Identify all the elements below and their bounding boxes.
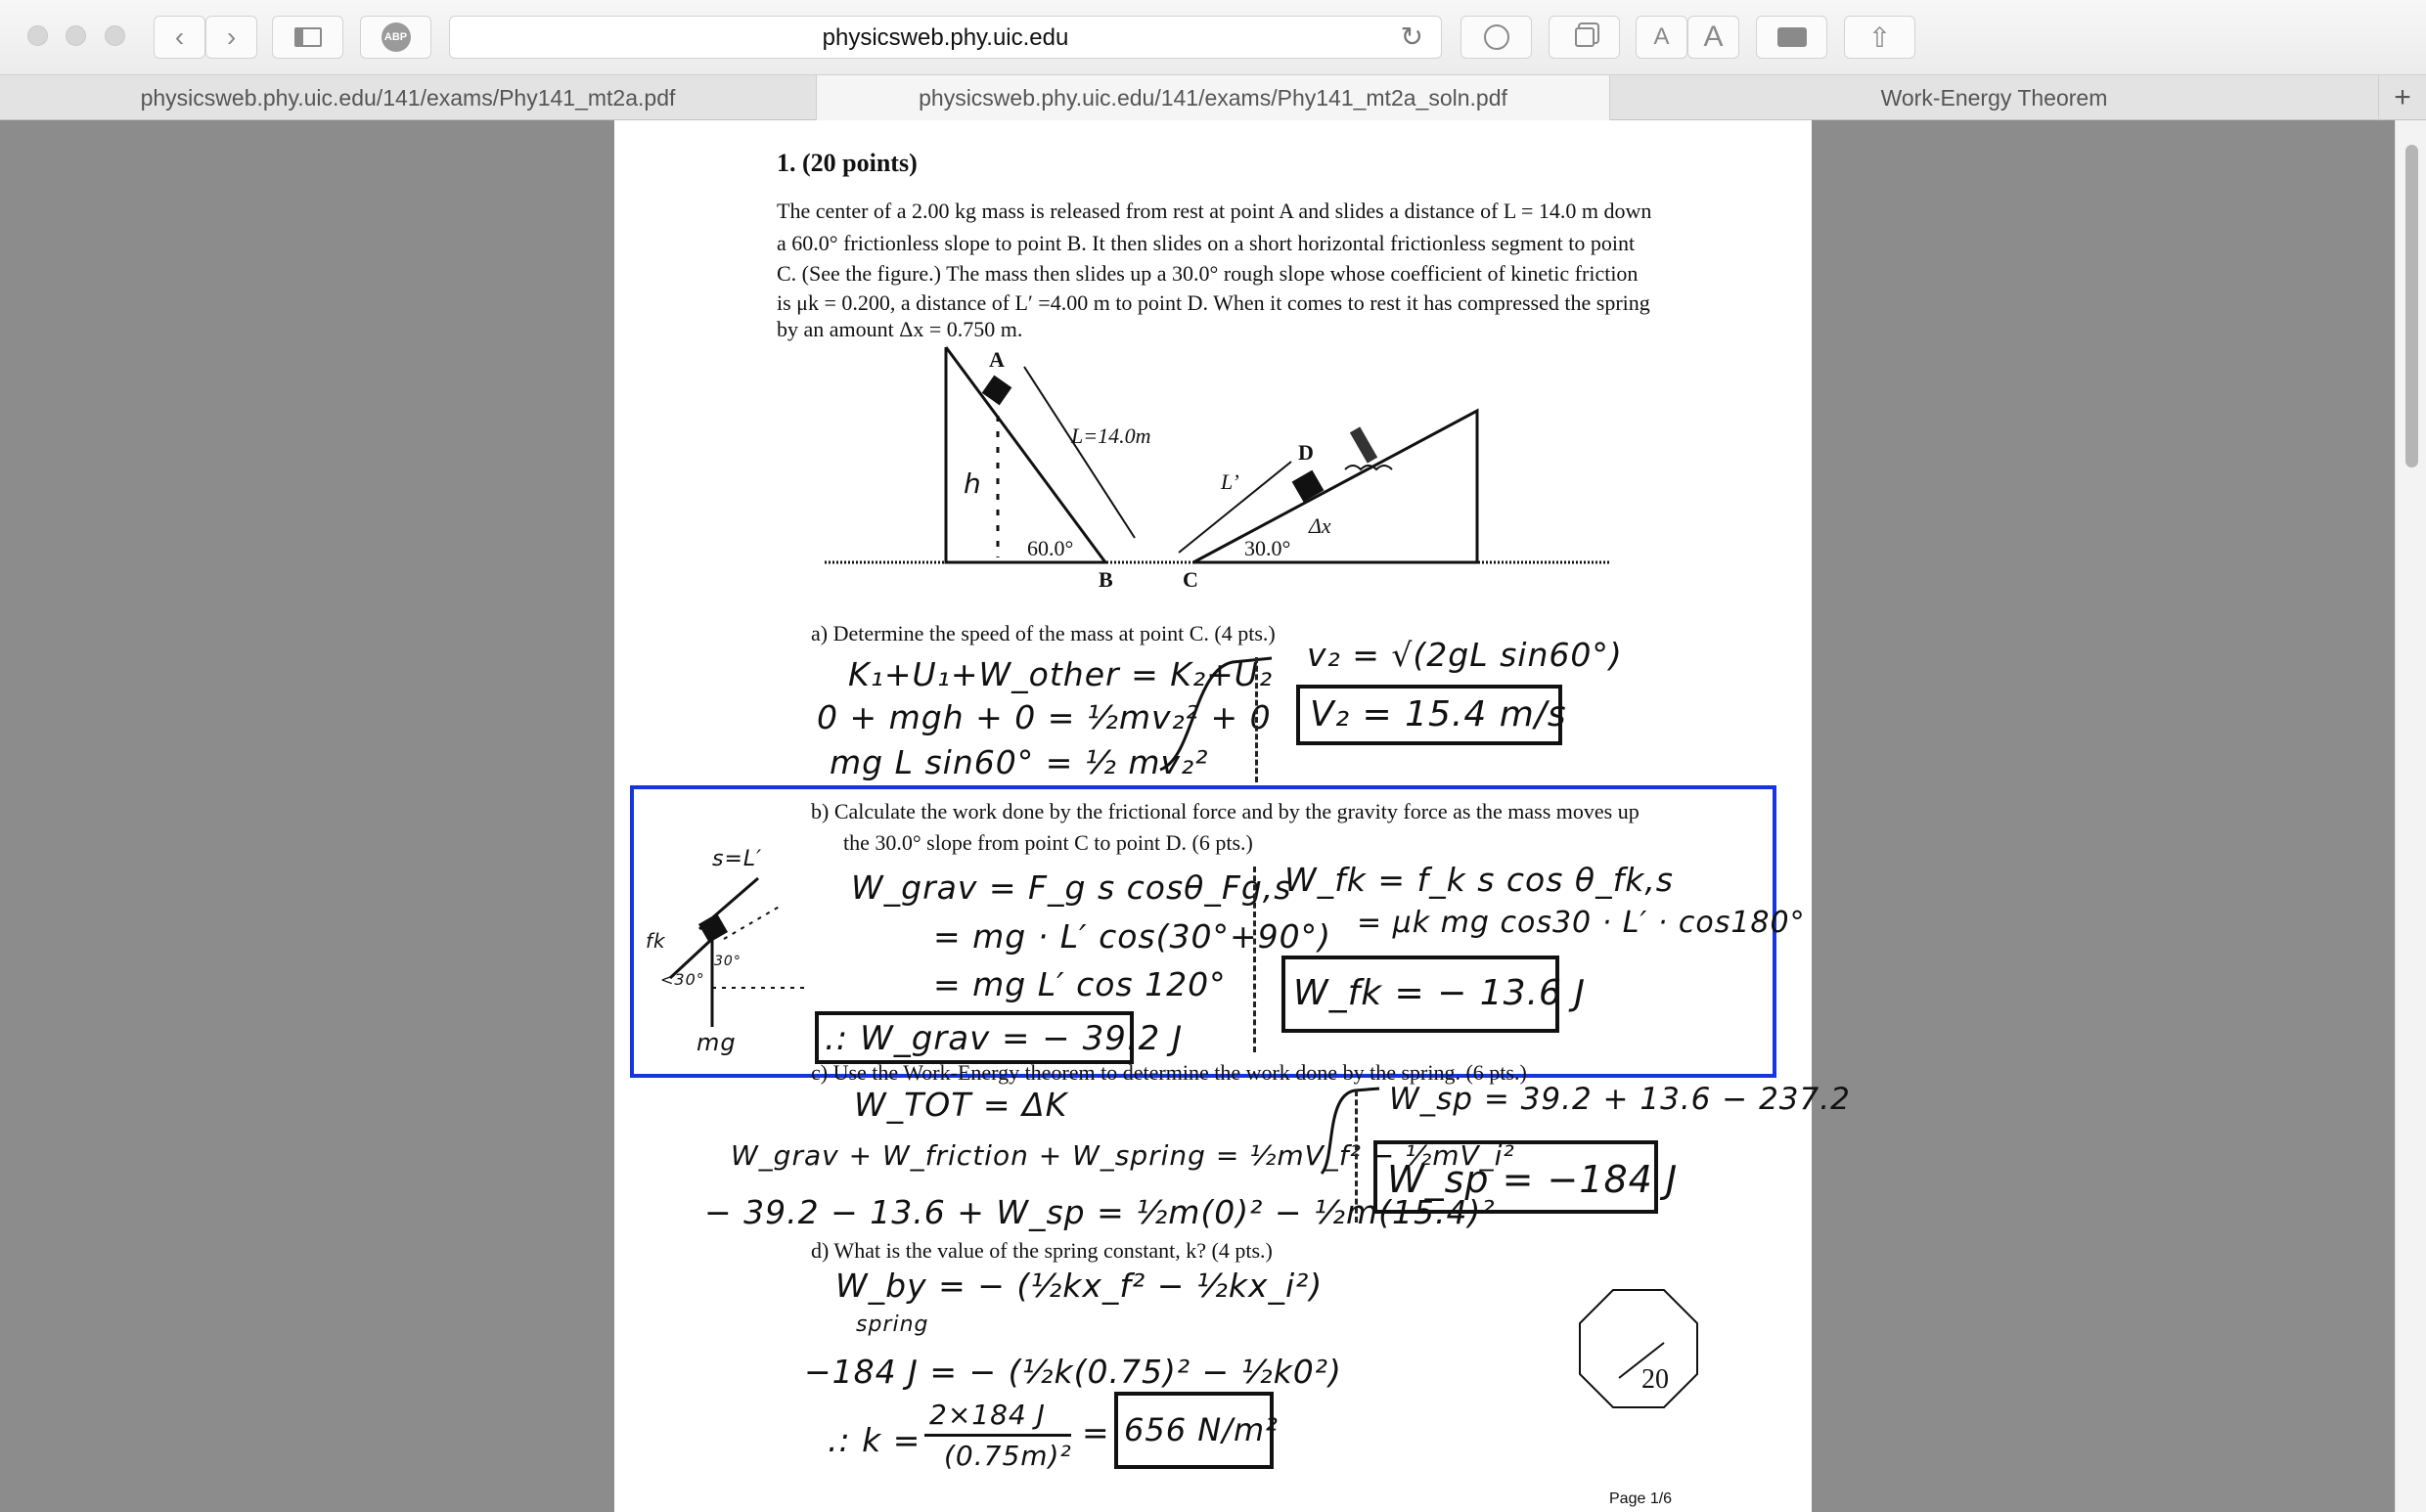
abp-icon: ABP bbox=[382, 22, 411, 52]
question-heading: 1. (20 points) bbox=[777, 149, 918, 177]
divider-dashed bbox=[1255, 657, 1258, 782]
url-text: physicsweb.phy.uic.edu bbox=[822, 24, 1069, 51]
fraction-denominator: (0.75m)² bbox=[944, 1440, 1072, 1472]
question-b-line2: the 30.0° slope from point C to point D. (6 pts.) bbox=[843, 830, 1253, 855]
tab-label: physicsweb.phy.uic.edu/141/exams/Phy141_mt2a_soln.pdf bbox=[919, 84, 1507, 111]
reload-icon[interactable]: ↻ bbox=[1400, 22, 1423, 52]
handwriting-line: 0 + mgh + 0 = ½mv₂² + 0 bbox=[817, 698, 1272, 736]
handwriting-line: − 39.2 − 13.6 + W_sp = ½m(0)² − ½m(15.4)² bbox=[704, 1193, 1496, 1231]
handwriting-line: W_fk = f_k s cos θ_fk,s bbox=[1284, 861, 1675, 899]
L-arrow bbox=[1024, 367, 1135, 538]
handwriting-line: = mg L′ cos 120° bbox=[933, 965, 1227, 1003]
question-d: d) What is the value of the spring constant, k? (4 pts.) bbox=[811, 1238, 1273, 1263]
answer-text: W_sp = −184 J bbox=[1387, 1158, 1679, 1201]
answer-text: 656 N/m² bbox=[1124, 1411, 1279, 1448]
question-a: a) Determine the speed of the mass at point C. (4 pts.) bbox=[811, 621, 1276, 645]
fbd-label: <30° bbox=[660, 970, 705, 989]
new-tab-button[interactable]: + bbox=[2394, 81, 2411, 113]
label-Lprime: L’ bbox=[1221, 469, 1239, 494]
tab-label: Work-Energy Theorem bbox=[1880, 84, 2108, 111]
spring-wall bbox=[1350, 426, 1377, 463]
answer-box-spring bbox=[1373, 1140, 1679, 1214]
paragraph-line: by an amount Δx = 0.750 m. bbox=[777, 317, 1023, 341]
label-60deg: 60.0° bbox=[1027, 536, 1074, 560]
score-octagon bbox=[1578, 1288, 1699, 1409]
paragraph-line: is μk = 0.200, a distance of L′ =4.00 m to point D. When it comes to rest it has compressed the spring bbox=[777, 290, 1650, 315]
handwriting-line: = μk mg cos30 · L′ · cos180° bbox=[1357, 906, 1806, 940]
handwriting-line: .: k = bbox=[828, 1421, 921, 1459]
fraction-numerator: 2×184 J bbox=[929, 1399, 1046, 1431]
handwriting-line: mg L sin60° = ½ mv₂² bbox=[830, 743, 1209, 781]
font-larger-button[interactable]: A bbox=[1687, 16, 1739, 59]
question-c: c) Use the Work-Energy theorem to determine the work done by the spring. (6 pts.) bbox=[811, 1060, 1527, 1085]
fbd-label: fk bbox=[646, 929, 666, 953]
label-30deg: 30.0° bbox=[1244, 536, 1291, 560]
handwriting-line: K₁+U₁+W_other = K₂+U₂ bbox=[848, 655, 1274, 693]
mass-block-D bbox=[1292, 470, 1325, 503]
handwriting-line: W_TOT = ΔK bbox=[854, 1086, 1068, 1124]
handwriting-line: = mg · L′ cos(30°+90°) bbox=[933, 917, 1331, 956]
paragraph-line: C. (See the figure.) The mass then slides up a 30.0° rough slope whose coefficient of kinetic friction bbox=[777, 261, 1639, 286]
handwriting-line: W_grav = F_g s cosθ_Fg,s bbox=[851, 868, 1292, 907]
page-number: Page 1/6 bbox=[1609, 1490, 1673, 1507]
handwriting-line: W_sp = 39.2 + 13.6 − 237.2 bbox=[1389, 1082, 1851, 1117]
label-L: L=14.0m bbox=[1071, 423, 1151, 448]
paragraph-line: The center of a 2.00 kg mass is released from rest at point A and slides a distance of L = 14.0 m down bbox=[777, 199, 1652, 223]
answer-box-k bbox=[1114, 1392, 1279, 1469]
question-b: b) Calculate the work done by the frictional force and by the gravity force as the mass moves up bbox=[811, 799, 1640, 823]
label-A: A bbox=[989, 347, 1005, 372]
handwriting-line: W_grav + W_friction + W_spring = ½mV_f² − ½mV_i² bbox=[731, 1139, 1515, 1172]
label-B: B bbox=[1099, 567, 1113, 592]
handwriting-line: v₂ = √(2gL sin60°) bbox=[1307, 636, 1623, 674]
chevron-right-icon: › bbox=[226, 22, 237, 52]
tab-label: physicsweb.phy.uic.edu/141/exams/Phy141_mt2a.pdf bbox=[140, 84, 676, 111]
handwriting-line: spring bbox=[856, 1312, 929, 1337]
answer-text: W_fk = − 13.6 J bbox=[1293, 973, 1586, 1013]
font-smaller-button[interactable]: A bbox=[1636, 16, 1687, 59]
answer-box-friction bbox=[1281, 956, 1586, 1033]
label-D: D bbox=[1298, 440, 1314, 465]
equals-sign: = bbox=[1082, 1413, 1110, 1451]
label-C: C bbox=[1183, 567, 1198, 592]
fbd-label: 30° bbox=[714, 954, 741, 969]
label-h: h bbox=[964, 467, 982, 500]
answer-box-a bbox=[1296, 685, 1567, 745]
handwriting-line: −184 J = − (½k(0.75)² − ½k0²) bbox=[804, 1353, 1342, 1391]
divider-dashed bbox=[1253, 867, 1256, 1052]
paragraph-line: a 60.0° frictionless slope to point B. It then slides on a short horizontal frictionless segment to point bbox=[777, 231, 1636, 255]
fraction-bar bbox=[924, 1434, 1071, 1437]
curved-arrow-icon bbox=[1154, 650, 1281, 778]
fbd-label: s=L′ bbox=[712, 847, 763, 871]
answer-text: V₂ = 15.4 m/s bbox=[1310, 694, 1567, 734]
label-dx: Δx bbox=[1309, 513, 1331, 538]
divider-dashed bbox=[1355, 1090, 1358, 1223]
share-icon: ⇧ bbox=[1867, 22, 1892, 53]
chevron-left-icon: ‹ bbox=[174, 22, 185, 52]
handwriting-line: W_by = − (½kx_f² − ½kx_i²) bbox=[835, 1267, 1324, 1305]
score-total: 20 bbox=[1641, 1364, 1669, 1395]
answer-text: .: W_grav = − 39.2 J bbox=[825, 1019, 1184, 1058]
answer-box-grav bbox=[815, 1011, 1184, 1064]
fbd-label: mg bbox=[696, 1029, 737, 1056]
